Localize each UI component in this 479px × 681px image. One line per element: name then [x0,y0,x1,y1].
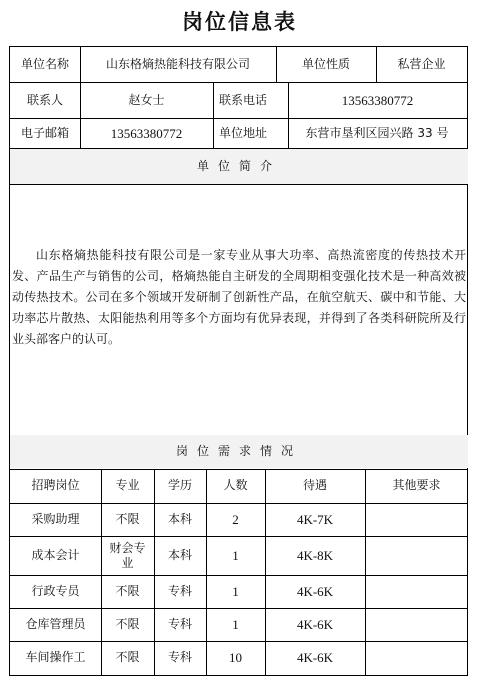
col-header-salary: 待遇 [302,478,327,492]
job-other [365,575,468,608]
job-education: 本科 [167,512,192,526]
intro-text: 山东格熵热能科技有限公司是一家专业从事大功率、高热流密度的传热技术开发、产品生产与销售的公司，格熵热能自主研发的全周期相变强化技术是一种高效被动传热技术。公司在多个领域开发研制了创新性产品，在航空航天、碳中和节能、大功率芯片散热、太阳能热利用等多个方面均有优异表现，并得到了各类科研院所及行业头部客户的认可。 [12,248,466,346]
job-major: 不限 [115,617,140,631]
job-other [365,536,468,575]
job-position: 成本会计 [31,548,80,562]
contact-label: 联系人 [26,92,63,107]
job-education: 专科 [167,650,192,664]
page-title: 岗位信息表 [182,9,297,34]
job-position: 行政专员 [31,584,80,598]
job-major: 不限 [115,584,140,598]
company-type: 私营企业 [397,57,446,71]
col-header-education: 学历 [167,478,192,492]
col-header-headcount: 人数 [223,478,248,492]
job-salary: 4K-8K [296,548,334,563]
col-header-position: 招聘岗位 [31,478,80,492]
intro-heading: 单位简介 [10,149,468,184]
email-label: 电子邮箱 [20,125,69,140]
contact-name: 赵女士 [128,92,165,107]
jobs-heading: 岗位需求情况 [10,435,468,468]
job-salary: 4K-6K [296,650,334,665]
job-position: 车间操作工 [25,650,86,664]
job-position: 采购助理 [31,512,80,526]
job-headcount: 10 [229,650,242,665]
job-other [365,503,468,536]
job-salary: 4K-7K [296,512,334,527]
job-salary: 4K-6K [296,584,334,599]
job-other [365,641,468,674]
job-headcount: 1 [232,548,239,563]
address-label: 单位地址 [219,125,268,140]
job-education: 本科 [167,548,192,562]
company-type-label: 单位性质 [301,57,350,71]
job-major: 财会专业 [109,540,146,570]
job-headcount: 2 [232,512,239,527]
job-headcount: 1 [232,617,239,632]
job-position: 仓库管理员 [25,617,86,631]
rule [10,184,467,185]
address-value: 东营市垦利区园兴路 33 号 [305,125,449,140]
company-name: 山东格熵热能科技有限公司 [105,57,250,71]
phone-label: 联系电话 [219,92,268,107]
col-header-other: 其他要求 [392,478,441,492]
job-education: 专科 [167,617,192,631]
job-major: 不限 [115,650,140,664]
job-other [365,608,468,641]
job-headcount: 1 [232,584,239,599]
email-value: 13563380772 [110,125,183,141]
company-name-label: 单位名称 [20,57,69,71]
phone-value: 13563380772 [341,92,414,108]
job-major: 不限 [115,512,140,526]
col-header-major: 专业 [115,478,140,492]
job-salary: 4K-6K [296,617,334,632]
job-education: 专科 [167,584,192,598]
